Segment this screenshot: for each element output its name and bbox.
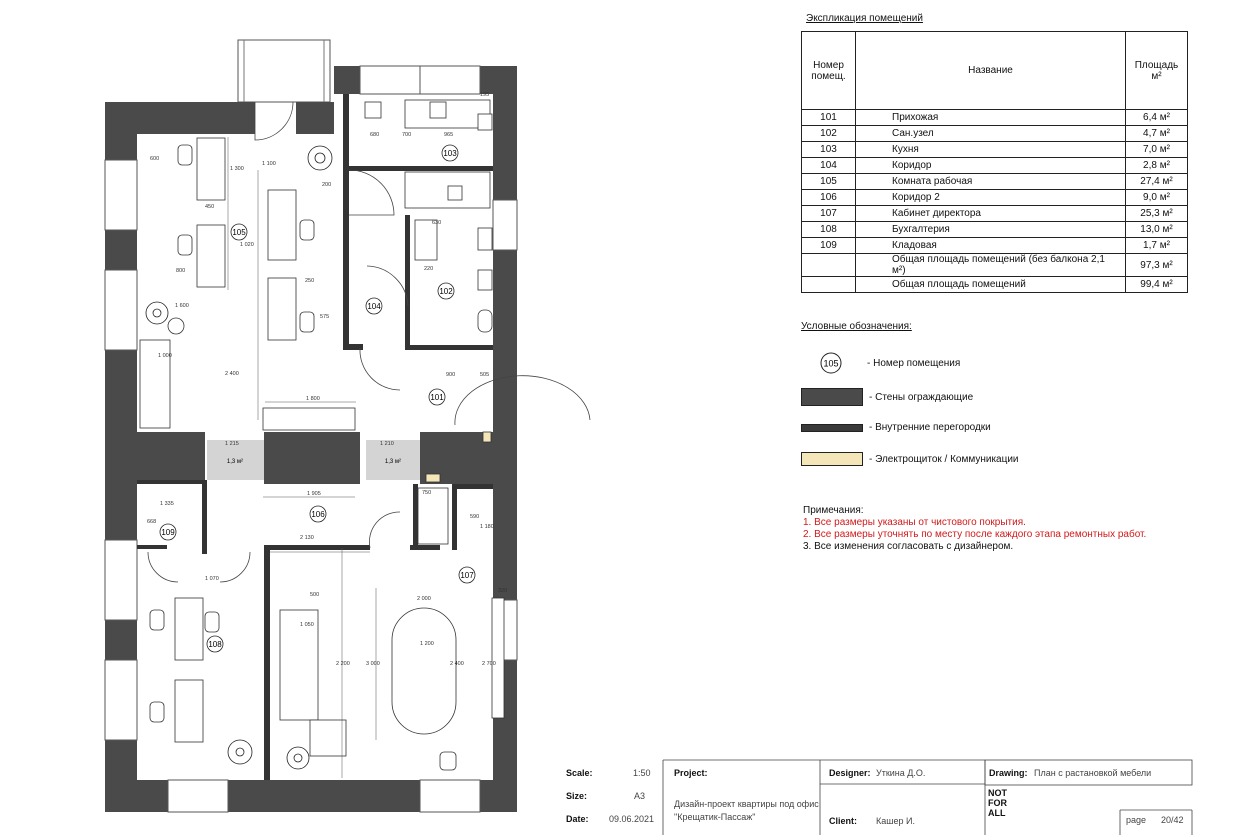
dimension-label: 2 200: [336, 661, 350, 667]
dimension-label: 3 000: [366, 661, 380, 667]
dimension-label: 1 210: [380, 441, 394, 447]
dimension-label: 200: [322, 182, 332, 188]
project-value: "Крещатик-Пассаж": [674, 812, 756, 822]
area-label: 1,3 м²: [226, 459, 244, 465]
room-area-cell: 1,7 м²: [1126, 238, 1188, 254]
note-item: 2. Все размеры уточнять по месту после каждого этапа ремонтных работ.: [803, 529, 1147, 540]
room-number-cell: 105: [802, 174, 856, 190]
note-item: 1. Все размеры указаны от чистового покрытия.: [803, 517, 1026, 528]
date-label: Date:: [566, 814, 589, 824]
dimension-label: 1 300: [230, 166, 244, 172]
dimension-label: 630: [432, 220, 442, 226]
area-label: 1,3 м²: [384, 459, 402, 465]
dimension-label: 195: [480, 92, 490, 98]
room-area-cell: 25,3 м²: [1126, 206, 1188, 222]
drawing-value: План с растановкой мебели: [1034, 768, 1152, 778]
dimension-label: 750: [422, 490, 432, 496]
explication-title: Экспликация помещений: [806, 13, 923, 24]
room-number-cell: 102: [802, 126, 856, 142]
dimension-label: 1 070: [205, 576, 219, 582]
room-name-cell: Комната рабочая: [856, 174, 1126, 190]
dimension-label: 1 800: [306, 396, 320, 402]
logo-line: NOT: [988, 788, 1007, 798]
room-name-cell: Кухня: [856, 142, 1126, 158]
dimension-label: 1 000: [158, 353, 172, 359]
client-value: Кашер И.: [876, 816, 915, 826]
notes-title: Примечания:: [803, 505, 864, 516]
room-name-cell: Кабинет директора: [856, 206, 1126, 222]
designer-value: Уткина Д.О.: [876, 768, 926, 778]
header-number: Номер помещ.: [802, 32, 856, 110]
legend-title: Условные обозначения:: [801, 321, 912, 332]
dimension-label: 2 700: [482, 661, 496, 667]
room-area-cell: 7,0 м²: [1126, 142, 1188, 158]
room-name-cell: Прихожая: [856, 110, 1126, 126]
room-area-cell: 27,4 м²: [1126, 174, 1188, 190]
dimension-label: 1 020: [240, 242, 254, 248]
dimension-label: 2 000: [417, 596, 431, 602]
dimension-label: 900: [446, 372, 456, 378]
room-number-cell: 108: [802, 222, 856, 238]
header-area: Площадь м²: [1126, 32, 1188, 110]
room-number: 104: [367, 302, 381, 311]
scale-label: Scale:: [566, 768, 593, 778]
dimension-label: 2 400: [450, 661, 464, 667]
svg-text:105: 105: [823, 358, 839, 369]
room-number: 107: [460, 571, 474, 580]
note-item: 3. Все изменения согласовать с дизайнером.: [803, 541, 1014, 552]
room-number-cell: 106: [802, 190, 856, 206]
room-number: 109: [161, 528, 175, 537]
dimension-label: 1 180: [480, 524, 494, 530]
room-number-cell: 104: [802, 158, 856, 174]
dimension-label: 320: [498, 588, 508, 594]
room-number-cell: 103: [802, 142, 856, 158]
room-number-cell: 107: [802, 206, 856, 222]
dimension-label: 680: [370, 132, 380, 138]
dimension-label: 800: [176, 268, 186, 274]
room-area-cell: 4,7 м²: [1126, 126, 1188, 142]
size-label: Size:: [566, 791, 588, 801]
dimension-label: 1 100: [262, 161, 276, 167]
designer-label: Designer:: [829, 768, 871, 778]
client-label: Client:: [829, 816, 857, 826]
total-area-cell: 97,3 м²: [1126, 254, 1188, 277]
page-label: page: [1126, 815, 1147, 825]
legend-label: - Стены ограждающие: [869, 391, 974, 403]
dimension-label: 1 600: [175, 303, 189, 309]
room-number: 108: [208, 640, 222, 649]
logo-line: FOR: [988, 798, 1007, 808]
project-value: Дизайн-проект квартиры под офис: [674, 799, 819, 809]
dimension-label: 1 050: [300, 622, 314, 628]
room-number: 105: [232, 228, 246, 237]
dimension-label: 1 335: [160, 501, 174, 507]
dimension-label: 450: [205, 204, 215, 210]
logo-line: ALL: [988, 808, 1006, 818]
room-area-cell: 2,8 м²: [1126, 158, 1188, 174]
legend-label: - Номер помещения: [867, 357, 961, 369]
dimension-label: 700: [402, 132, 412, 138]
room-area-cell: 9,0 м²: [1126, 190, 1188, 206]
total-name-cell: Общая площадь помещений (без балкона 2,1 м²): [856, 254, 1126, 277]
drawing-label: Drawing:: [989, 768, 1028, 778]
dimension-label: 1 215: [225, 441, 239, 447]
room-name-cell: Коридор 2: [856, 190, 1126, 206]
room-name-cell: Сан.узел: [856, 126, 1126, 142]
dimension-label: 220: [424, 266, 434, 272]
project-label: Project:: [674, 768, 708, 778]
legend-label: - Внутренние перегородки: [869, 422, 991, 433]
dimension-label: 668: [147, 519, 157, 525]
legend-label: - Электрощиток / Коммуникации: [869, 453, 1019, 465]
scale-value: 1:50: [633, 768, 651, 778]
dimension-label: 2 400: [225, 371, 239, 377]
room-area-cell: 13,0 м²: [1126, 222, 1188, 238]
room-number-cell: 109: [802, 238, 856, 254]
room-area-cell: 6,4 м²: [1126, 110, 1188, 126]
size-value: A3: [634, 791, 646, 801]
dimension-label: 575: [320, 314, 330, 320]
dimension-label: 600: [150, 156, 160, 162]
dimension-label: 590: [470, 514, 480, 520]
date-value: 09.06.2021: [609, 814, 655, 824]
total-name-cell: Общая площадь помещений: [856, 277, 1126, 293]
room-number: 102: [439, 287, 453, 296]
page-value: 20/42: [1161, 815, 1184, 825]
dimension-label: 1 200: [420, 641, 434, 647]
room-number: 101: [430, 393, 444, 402]
room-number: 103: [443, 149, 457, 158]
room-name-cell: Коридор: [856, 158, 1126, 174]
room-name-cell: Бухгалтерия: [856, 222, 1126, 238]
dimension-label: 2 130: [300, 535, 314, 541]
room-number: 106: [311, 510, 325, 519]
logo: [988, 788, 1007, 818]
total-area-cell: 99,4 м²: [1126, 277, 1188, 293]
dimension-label: 500: [310, 592, 320, 598]
header-name: Название: [856, 32, 1126, 110]
room-name-cell: Кладовая: [856, 238, 1126, 254]
room-number-cell: 101: [802, 110, 856, 126]
dimension-label: 505: [480, 372, 490, 378]
dimension-label: 965: [444, 132, 454, 138]
dimension-label: 1 905: [307, 491, 321, 497]
dimension-label: 250: [305, 278, 315, 284]
